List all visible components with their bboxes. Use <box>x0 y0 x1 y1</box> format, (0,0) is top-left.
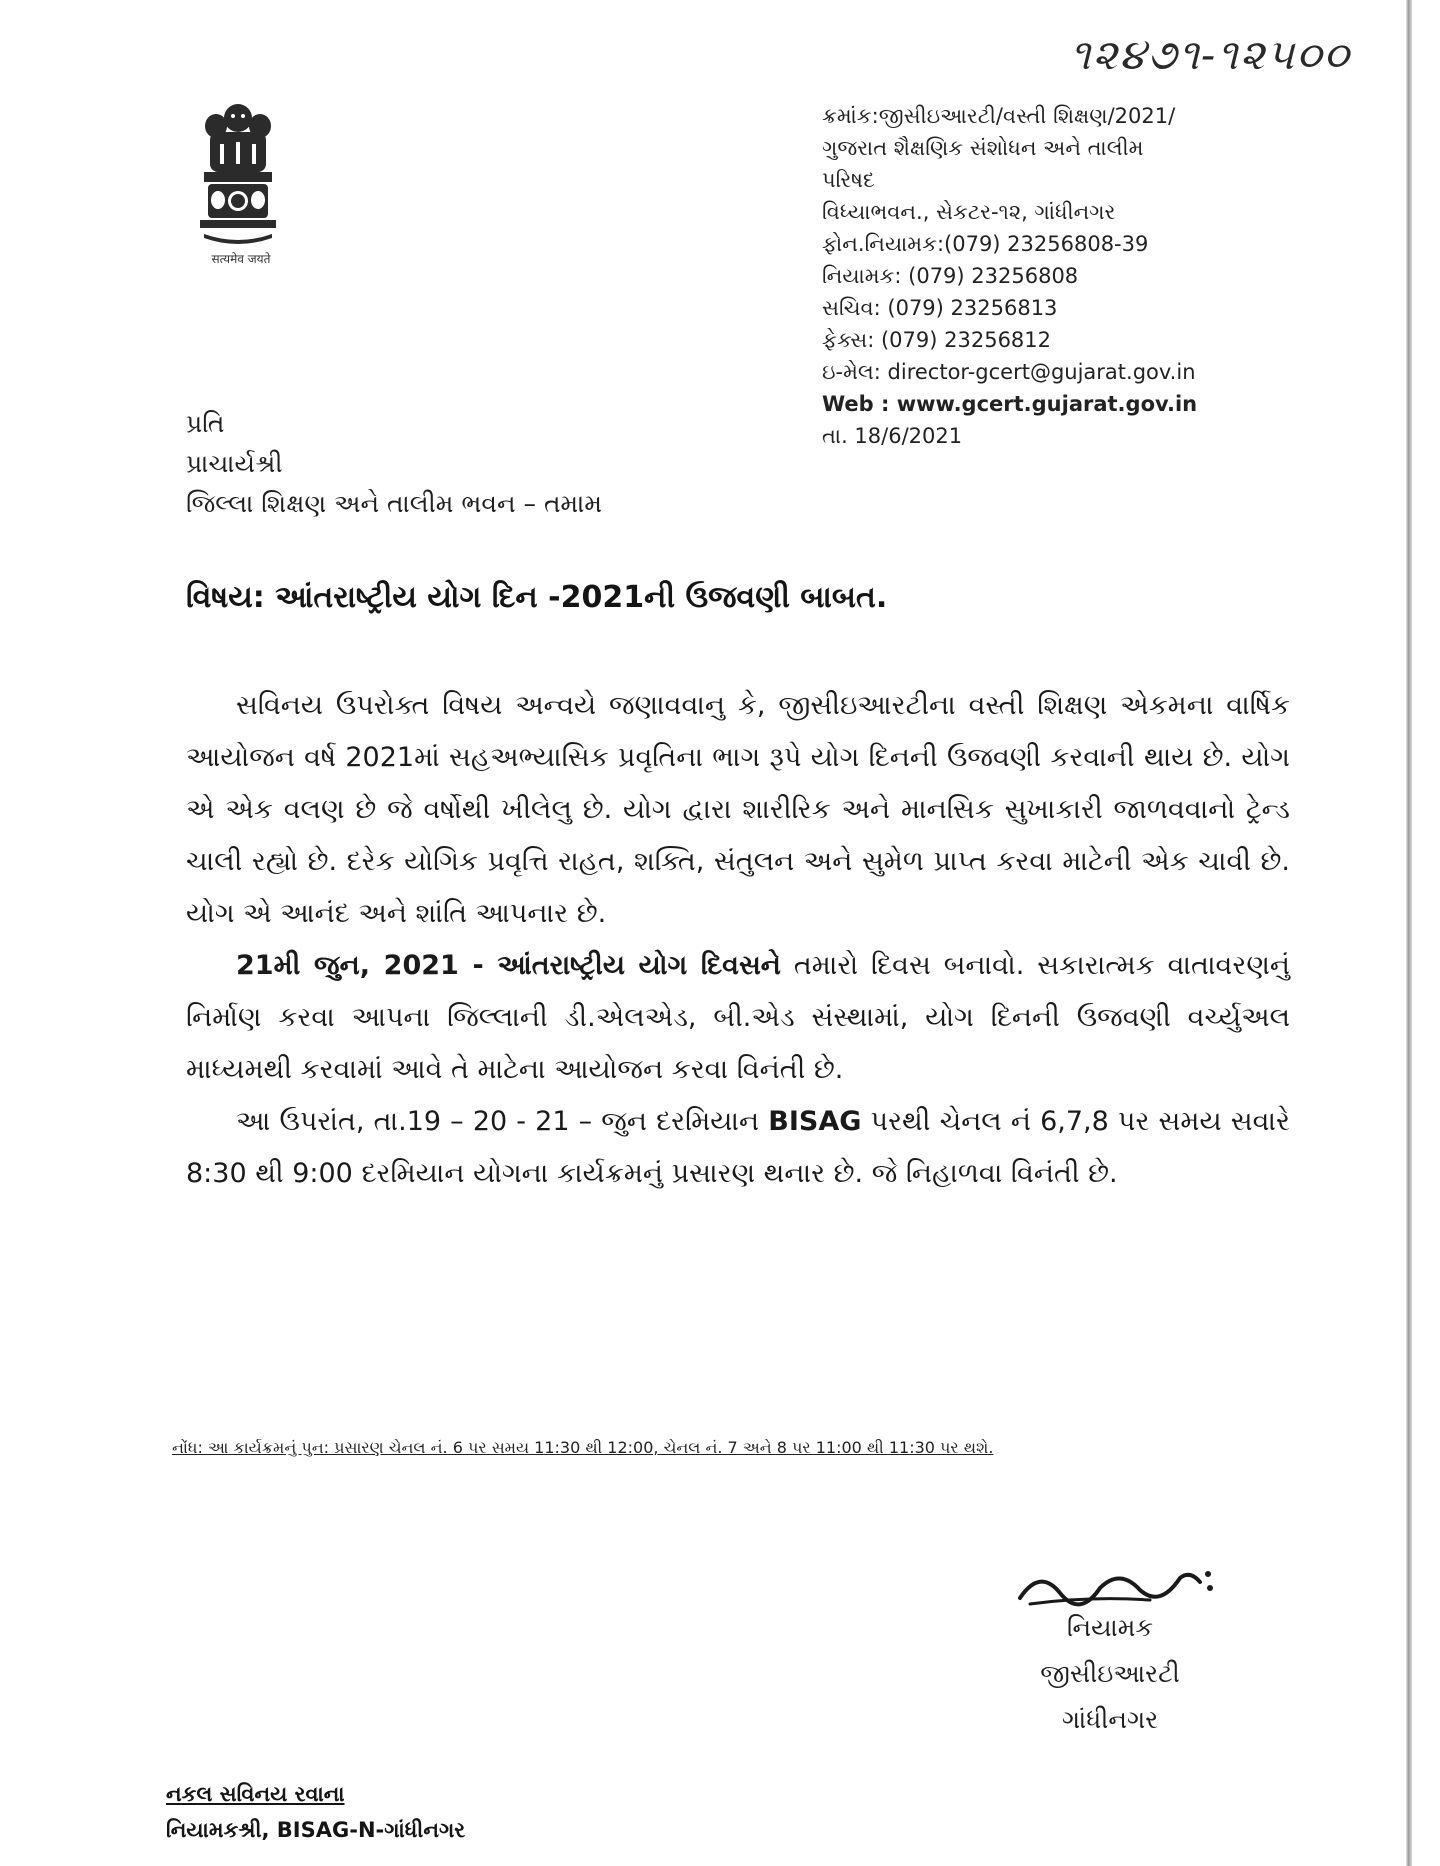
recipient-institution: જિલ્લા શિક્ષણ અને તાલીમ ભવન – તમામ <box>186 489 602 518</box>
phone-director: નિયામક: (079) 23256808 <box>822 264 1079 288</box>
body-paragraph-3-text-a: આ ઉપરાંત, તા.19 – 20 - 21 – જુન દરમિયાન <box>236 1106 769 1137</box>
signatory-city: ગાંધીનગર <box>1061 1705 1159 1734</box>
phone-secretary: સચિવ: (079) 23256813 <box>822 296 1058 320</box>
body-paragraph-2-text: તમારો દિવસ બનાવો. સકારાત્મક વાતાવરણનું નિર્માણ કરવા આપના જિલ્લાની ડી.એલએડ, બી.એડ સંસ્થામાં, યોગ દિનની ઉજવણી વર્ચ્યુઅલ માધ્યમથી કરવામાં આવે તે માટેના આયોજન કરવા વિનંતી છે. <box>186 950 1290 1085</box>
body-paragraph-3-text-b: પરથી ચેનલ નં 6,7,8 પર સમય સવારે 8:30 થી 9:00 દરમિયાન યોગના કાર્યક્રમનું પ્રસારણ થનાર છે. જે નિહાળવા વિનંતી છે. <box>186 1106 1290 1189</box>
phone-director-office: ફોન.નિયામક:(079) 23256808-39 <box>822 232 1149 256</box>
handwritten-inward-number: ૧૨૪૭૧-૧૨૫૦૦ <box>1070 30 1351 79</box>
yoga-day-date-emphasis: 21મી જુન, 2021 - આંતરાષ્ટ્રીય યોગ દિવસને <box>236 950 781 981</box>
recipient-title: પ્રાચાર્યશ્રી <box>186 449 283 478</box>
body-paragraph-1: સવિનય ઉપરોક્ત વિષય અન્વયે જણાવવાનુ કે, જીસીઇઆરટીના વસ્તી શિક્ષણ એકમના વાર્ષિક આયોજન વર્ષ 2021માં સહઅભ્યાસિક પ્રવૃતિના ભાગ રૂપે યોગ દિનની ઉજવણી કરવાની થાય છે. યોગ એ એક વલણ છે જે વર્ષોથી ખીલેલુ છે. યોગ દ્વારા શારીરિક અને માનસિક સુખાકારી જાળવવાનો ટ્રેન્ડ ચાલી રહ્યો છે. દરેક યોગિક પ્રવૃત્તિ રાહત, શક્તિ, સંતુલન અને સુમેળ પ્રાપ્ત કરવા માટેની એક ચાવી છે. યોગ એ આનંદ અને શાંતિ આપનાર છે. <box>186 690 1290 929</box>
copy-to-heading: નકલ સવિનય રવાના <box>166 1782 345 1806</box>
signatory-org: જીસીઇઆરટી <box>1040 1659 1180 1688</box>
letter-date: તા. 18/6/2021 <box>822 424 963 448</box>
signatory-designation: નિયામક <box>1066 1613 1154 1642</box>
copy-to-recipient: નિયામકશ્રી, BISAG-N-ગાંધીનગર <box>166 1818 466 1842</box>
body-paragraph-2 <box>186 940 1290 1096</box>
reference-number: ક્રમાંક:જીસીઇઆરટી/વસ્તી શિક્ષણ/2021/ <box>822 104 1176 128</box>
scan-edge <box>1406 0 1412 1866</box>
national-emblem-icon <box>190 96 286 246</box>
recipient-to: પ્રતિ <box>186 409 225 438</box>
org-name-line1: ગુજરાત શૈક્ષણિક સંશોધન અને તાલીમ <box>822 136 1144 160</box>
fax-number: ફેક્સ: (079) 23256812 <box>822 328 1052 352</box>
emblem-motto: सत्यमेव जयते <box>211 252 271 266</box>
subject-line: વિષય: આંતરાષ્ટ્રીય યોગ દિન -2021ની ઉજવણી બાબત. <box>186 580 888 615</box>
org-address: વિધ્યાભવન., સેકટર-૧૨, ગાંધીનગર <box>822 200 1116 224</box>
body-paragraph-3 <box>186 1096 1290 1200</box>
website-address: Web : www.gcert.gujarat.gov.in <box>822 392 1198 416</box>
sender-address-block <box>822 100 1242 452</box>
bisag-emphasis: BISAG <box>768 1106 862 1137</box>
rebroadcast-note: નોંધ: આ કાર્યક્રમનું પુન: પ્રસારણ ચેનલ નં. 6 પર સમય 11:30 થી 12:00, ચેનલ નં. 7 અને 8 પર 11:00 થી 11:30 પર થશે. <box>172 1438 994 1457</box>
letter-body <box>186 680 1290 1200</box>
recipient-block <box>186 404 602 524</box>
email-address: ઇ-મેલ: director-gcert@gujarat.gov.in <box>822 360 1196 384</box>
org-name-line2: પરિષદ <box>822 168 875 192</box>
signatory-block <box>1000 1605 1220 1743</box>
copy-to-block <box>166 1776 465 1848</box>
